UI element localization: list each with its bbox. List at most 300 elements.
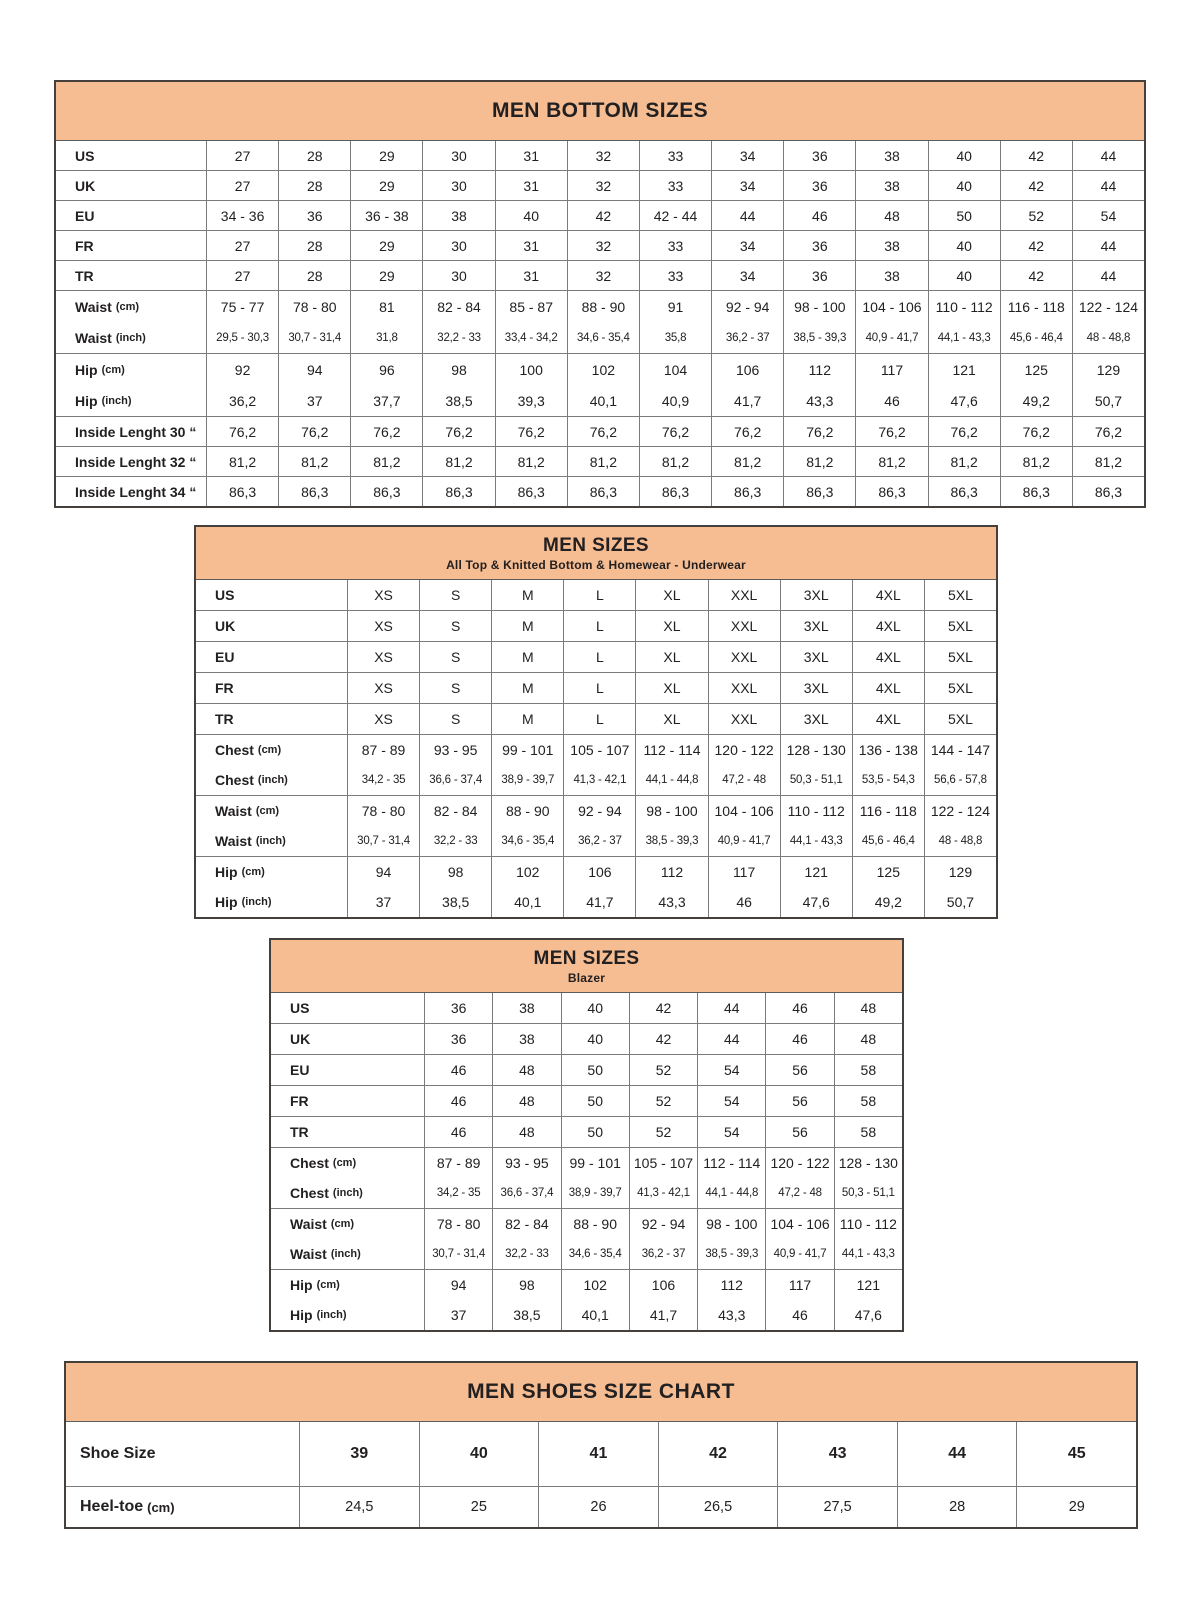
size-cell: 43,3: [697, 1300, 765, 1330]
size-cell: 3XL: [780, 611, 852, 641]
size-cell: M: [491, 580, 563, 610]
size-cell: 76,2: [639, 417, 711, 446]
size-cell: 76,2: [855, 417, 927, 446]
size-cell: 110 - 112: [928, 291, 1000, 322]
size-cell: 42: [629, 993, 697, 1023]
size-cell: 110 - 112: [780, 796, 852, 826]
size-cell: 48: [492, 1086, 560, 1116]
size-cell: 42: [1000, 141, 1072, 170]
row-label-text: Shoe Size: [80, 1445, 156, 1462]
size-cell: 47,6: [928, 385, 1000, 416]
size-cell: 120 - 122: [708, 735, 780, 765]
size-cell: 41,3 - 42,1: [629, 1178, 697, 1208]
row-label-text: Hip: [215, 894, 238, 910]
row-group: [196, 641, 996, 672]
row-group: [56, 260, 1144, 290]
size-cell: 42: [567, 201, 639, 230]
size-cell: 5XL: [924, 704, 996, 734]
row-label-text: FR: [75, 237, 94, 254]
table-row: [56, 141, 1144, 170]
size-cell: 47,2 - 48: [708, 765, 780, 795]
row-label: [56, 447, 206, 476]
row-group: [66, 1422, 1136, 1486]
table-row: [271, 1239, 902, 1269]
size-cell: 29,5 - 30,3: [206, 322, 278, 353]
size-cell: S: [419, 704, 491, 734]
size-cell: 37: [347, 887, 419, 917]
size-cell: 38: [492, 1024, 560, 1054]
size-cell: 36: [424, 1024, 492, 1054]
size-cell: 76,2: [1072, 417, 1144, 446]
size-cell: 27: [206, 141, 278, 170]
size-cell: 50,3 - 51,1: [834, 1178, 902, 1208]
size-cell: 34: [711, 141, 783, 170]
row-label-text: Hip: [75, 392, 98, 409]
row-group: [271, 1116, 902, 1147]
size-cell: 30: [422, 261, 494, 290]
size-cell: 48 - 48,8: [924, 826, 996, 856]
row-label: [56, 477, 206, 506]
size-cell: XS: [347, 580, 419, 610]
row-group: [271, 1085, 902, 1116]
row-label: [196, 765, 347, 795]
size-cell: 40,9 - 41,7: [765, 1239, 833, 1269]
size-cell: 38,5: [492, 1300, 560, 1330]
size-cell: 44: [1072, 141, 1144, 170]
size-cell: 48 - 48,8: [1072, 322, 1144, 353]
row-label: [196, 611, 347, 641]
size-cell: 81,2: [350, 447, 422, 476]
row-group: [56, 200, 1144, 230]
size-cell: 88 - 90: [561, 1209, 629, 1239]
size-cell: 52: [629, 1117, 697, 1147]
size-cell: 46: [783, 201, 855, 230]
row-label: [271, 1086, 424, 1116]
size-cell: 104: [639, 354, 711, 385]
table-row: [196, 704, 996, 734]
row-label: [271, 1270, 424, 1300]
row-label-text: US: [290, 1000, 310, 1016]
size-cell: 38,5: [422, 385, 494, 416]
table-row: [56, 417, 1144, 446]
size-cell: 46: [424, 1117, 492, 1147]
table-row: [66, 1487, 1136, 1527]
size-cell: 37,7: [350, 385, 422, 416]
size-cell: 3XL: [780, 642, 852, 672]
size-cell: 129: [924, 857, 996, 887]
size-cell: 33: [639, 141, 711, 170]
size-cell: 81,2: [422, 447, 494, 476]
size-cell: 98: [419, 857, 491, 887]
size-cell: M: [491, 611, 563, 641]
size-cell: 34: [711, 171, 783, 200]
table-row: [271, 1209, 902, 1239]
size-cell: XS: [347, 704, 419, 734]
size-cell: 34,6 - 35,4: [567, 322, 639, 353]
size-cell: S: [419, 642, 491, 672]
size-cell: 81,2: [278, 447, 350, 476]
table-title: MEN SIZES: [533, 947, 640, 969]
size-cell: 87 - 89: [347, 735, 419, 765]
size-cell: 46: [424, 1086, 492, 1116]
size-cell: 38,9 - 39,7: [491, 765, 563, 795]
table-row: [271, 1055, 902, 1085]
size-cell: 25: [419, 1487, 539, 1527]
size-cell: 36,2 - 37: [563, 826, 635, 856]
size-cell: 41: [538, 1422, 658, 1486]
size-cell: 32,2 - 33: [419, 826, 491, 856]
row-label-text: UK: [290, 1031, 311, 1047]
table-row: [66, 1422, 1136, 1486]
row-label: [56, 141, 206, 170]
row-label: [196, 642, 347, 672]
size-cell: 86,3: [422, 477, 494, 506]
size-cell: 81: [350, 291, 422, 322]
size-cell: 46: [765, 1024, 833, 1054]
size-cell: 121: [834, 1270, 902, 1300]
size-cell: 52: [1000, 201, 1072, 230]
men-sizes-top-table: [194, 525, 998, 919]
size-cell: 34,2 - 35: [424, 1178, 492, 1208]
row-label-unit: (cm): [316, 1279, 340, 1291]
size-cell: 41,7: [563, 887, 635, 917]
size-cell: 32: [567, 141, 639, 170]
table-row: [196, 611, 996, 641]
size-cell: 96: [350, 354, 422, 385]
size-cell: 92 - 94: [711, 291, 783, 322]
row-label-text: Heel-toe: [80, 1498, 144, 1515]
size-cell: 42: [1000, 261, 1072, 290]
size-cell: 4XL: [852, 580, 924, 610]
size-cell: 47,6: [780, 887, 852, 917]
size-cell: 44: [1072, 171, 1144, 200]
size-cell: 121: [780, 857, 852, 887]
size-cell: 34,2 - 35: [347, 765, 419, 795]
row-label-unit: (inch): [330, 1248, 361, 1260]
row-group: [196, 734, 996, 795]
size-cell: 92 - 94: [629, 1209, 697, 1239]
size-cell: 99 - 101: [491, 735, 563, 765]
size-cell: 36: [783, 231, 855, 260]
size-cell: 4XL: [852, 673, 924, 703]
table-row: [271, 1086, 902, 1116]
size-cell: 106: [629, 1270, 697, 1300]
table-body: [196, 580, 996, 917]
size-cell: 112 - 114: [697, 1148, 765, 1178]
size-cell: XL: [635, 704, 707, 734]
men-bottom-sizes-table: [54, 80, 1146, 508]
size-cell: 81,2: [1000, 447, 1072, 476]
row-label-text: Waist: [75, 298, 112, 315]
size-cell: 40: [419, 1422, 539, 1486]
row-group: [271, 1023, 902, 1054]
size-cell: S: [419, 611, 491, 641]
row-group: [196, 610, 996, 641]
size-cell: 46: [855, 385, 927, 416]
table-row: [56, 201, 1144, 230]
size-cell: 106: [563, 857, 635, 887]
size-cell: 50: [928, 201, 1000, 230]
size-cell: L: [563, 611, 635, 641]
size-cell: 136 - 138: [852, 735, 924, 765]
size-cell: 40,1: [491, 887, 563, 917]
size-cell: 40,9 - 41,7: [708, 826, 780, 856]
row-group: [56, 141, 1144, 170]
row-group: [196, 856, 996, 917]
size-cell: 98: [422, 354, 494, 385]
row-group: [56, 446, 1144, 476]
row-label: [56, 261, 206, 290]
size-cell: 30: [422, 231, 494, 260]
size-cell: 45,6 - 46,4: [1000, 322, 1072, 353]
size-cell: 98 - 100: [697, 1209, 765, 1239]
size-cell: L: [563, 642, 635, 672]
table-header: [66, 1363, 1136, 1422]
size-cell: 116 - 118: [1000, 291, 1072, 322]
size-cell: 105 - 107: [563, 735, 635, 765]
size-cell: 88 - 90: [491, 796, 563, 826]
size-cell: 41,3 - 42,1: [563, 765, 635, 795]
size-cell: 38,5: [419, 887, 491, 917]
row-label-unit: (cm): [330, 1218, 355, 1230]
size-cell: 104 - 106: [708, 796, 780, 826]
size-cell: 76,2: [783, 417, 855, 446]
table-row: [271, 1270, 902, 1300]
size-cell: 33: [639, 231, 711, 260]
row-label-unit: (cm): [255, 805, 280, 817]
row-label-text: Waist: [290, 1216, 327, 1232]
table-header: [271, 940, 902, 993]
size-cell: 45,6 - 46,4: [852, 826, 924, 856]
table-row: [56, 447, 1144, 476]
size-cell: 5XL: [924, 580, 996, 610]
size-cell: 36: [783, 171, 855, 200]
size-cell: 78 - 80: [278, 291, 350, 322]
size-cell: 40: [561, 993, 629, 1023]
size-cell: 125: [1000, 354, 1072, 385]
table-row: [196, 642, 996, 672]
size-cell: 42 - 44: [639, 201, 711, 230]
size-cell: 38: [492, 993, 560, 1023]
size-cell: 28: [897, 1487, 1017, 1527]
size-cell: 36,6 - 37,4: [419, 765, 491, 795]
row-label: [271, 1148, 424, 1178]
size-cell: 27,5: [777, 1487, 897, 1527]
table-row: [271, 1178, 902, 1208]
row-label-unit: (cm): [115, 300, 140, 313]
size-cell: 86,3: [1000, 477, 1072, 506]
size-cell: 32,2 - 33: [492, 1239, 560, 1269]
size-cell: 122 - 124: [924, 796, 996, 826]
table-row: [271, 1148, 902, 1178]
row-label: [271, 1055, 424, 1085]
size-cell: 46: [708, 887, 780, 917]
size-cell: 43,3: [783, 385, 855, 416]
size-cell: 40: [928, 261, 1000, 290]
size-cell: 52: [629, 1086, 697, 1116]
size-cell: 76,2: [350, 417, 422, 446]
row-label-text: EU: [75, 207, 95, 224]
size-cell: 81,2: [567, 447, 639, 476]
row-label: [56, 201, 206, 230]
size-cell: 54: [1072, 201, 1144, 230]
size-cell: 32: [567, 171, 639, 200]
size-cell: 29: [350, 261, 422, 290]
size-cell: XS: [347, 673, 419, 703]
size-cell: XS: [347, 611, 419, 641]
row-label: [56, 354, 206, 385]
row-group: [56, 170, 1144, 200]
size-cell: 50,3 - 51,1: [780, 765, 852, 795]
size-cell: 76,2: [1000, 417, 1072, 446]
size-cell: 76,2: [928, 417, 1000, 446]
size-cell: 81,2: [711, 447, 783, 476]
size-cell: 50,7: [1072, 385, 1144, 416]
row-group: [66, 1486, 1136, 1527]
row-label-text: EU: [290, 1062, 310, 1078]
size-cell: XXL: [708, 580, 780, 610]
size-cell: 76,2: [711, 417, 783, 446]
row-group: [271, 993, 902, 1023]
row-label: [271, 1239, 424, 1269]
size-cell: 36: [783, 261, 855, 290]
size-cell: 129: [1072, 354, 1144, 385]
row-label-text: TR: [215, 711, 234, 727]
size-cell: 56: [765, 1055, 833, 1085]
size-cell: 33,4 - 34,2: [495, 322, 567, 353]
row-label: [271, 1209, 424, 1239]
size-cell: 40: [561, 1024, 629, 1054]
size-cell: 42: [1000, 231, 1072, 260]
table-subtitle: Blazer: [567, 970, 606, 985]
size-cell: 76,2: [495, 417, 567, 446]
row-group: [56, 353, 1144, 416]
size-cell: 48: [492, 1117, 560, 1147]
size-cell: 100: [495, 354, 567, 385]
row-label-unit: (cm): [257, 744, 282, 756]
row-label: [56, 322, 206, 353]
size-cell: XL: [635, 611, 707, 641]
size-cell: 3XL: [780, 673, 852, 703]
table-row: [56, 477, 1144, 506]
size-cell: 94: [424, 1270, 492, 1300]
size-cell: 58: [834, 1055, 902, 1085]
size-cell: 54: [697, 1086, 765, 1116]
size-cell: 85 - 87: [495, 291, 567, 322]
size-cell: 46: [765, 1300, 833, 1330]
row-label-text: EU: [215, 649, 235, 665]
size-cell: 38,5 - 39,3: [697, 1239, 765, 1269]
size-cell: 36: [424, 993, 492, 1023]
size-cell: 31: [495, 261, 567, 290]
row-label: [196, 796, 347, 826]
row-label: [56, 417, 206, 446]
size-cell: 53,5 - 54,3: [852, 765, 924, 795]
size-cell: 82 - 84: [422, 291, 494, 322]
size-cell: 24,5: [299, 1487, 419, 1527]
row-label-unit: (inch): [101, 394, 132, 407]
row-label-text: UK: [215, 618, 236, 634]
row-label-text: Inside Lenght 34 “: [75, 483, 197, 500]
size-cell: 81,2: [928, 447, 1000, 476]
size-cell: 40: [928, 171, 1000, 200]
size-cell: 32,2 - 33: [422, 322, 494, 353]
size-cell: 38,9 - 39,7: [561, 1178, 629, 1208]
size-cell: 76,2: [278, 417, 350, 446]
row-group: [196, 795, 996, 856]
size-cell: 29: [1016, 1487, 1136, 1527]
table-row: [196, 857, 996, 887]
size-cell: 86,3: [711, 477, 783, 506]
size-cell: 86,3: [1072, 477, 1144, 506]
table-row: [271, 993, 902, 1023]
size-cell: 46: [424, 1055, 492, 1085]
size-cell: 93 - 95: [492, 1148, 560, 1178]
table-row: [196, 765, 996, 795]
size-cell: 78 - 80: [347, 796, 419, 826]
size-cell: 117: [765, 1270, 833, 1300]
size-cell: 78 - 80: [424, 1209, 492, 1239]
size-cell: 44,1 - 43,3: [780, 826, 852, 856]
row-label: [66, 1422, 299, 1486]
row-label: [66, 1487, 299, 1527]
size-cell: 81,2: [1072, 447, 1144, 476]
size-cell: 44: [1072, 261, 1144, 290]
size-cell: 86,3: [206, 477, 278, 506]
size-cell: 3XL: [780, 704, 852, 734]
size-cell: 86,3: [567, 477, 639, 506]
row-group: [196, 703, 996, 734]
table-row: [271, 1117, 902, 1147]
row-label: [271, 1024, 424, 1054]
size-cell: XXL: [708, 673, 780, 703]
size-cell: 93 - 95: [419, 735, 491, 765]
size-cell: 40: [928, 141, 1000, 170]
size-cell: 36,2: [206, 385, 278, 416]
size-cell: XXL: [708, 704, 780, 734]
size-cell: 44,1 - 44,8: [635, 765, 707, 795]
size-cell: 88 - 90: [567, 291, 639, 322]
size-cell: 49,2: [852, 887, 924, 917]
table-row: [196, 796, 996, 826]
row-label: [56, 291, 206, 322]
size-cell: 40,9 - 41,7: [855, 322, 927, 353]
size-cell: 120 - 122: [765, 1148, 833, 1178]
size-cell: 50: [561, 1117, 629, 1147]
size-cell: 48: [492, 1055, 560, 1085]
row-label: [196, 580, 347, 610]
size-cell: L: [563, 580, 635, 610]
row-group: [56, 416, 1144, 446]
table-body: [66, 1422, 1136, 1527]
size-cell: 86,3: [783, 477, 855, 506]
size-cell: 104 - 106: [855, 291, 927, 322]
size-cell: M: [491, 642, 563, 672]
size-cell: 117: [855, 354, 927, 385]
size-cell: 121: [928, 354, 1000, 385]
row-group: [271, 1054, 902, 1085]
size-cell: M: [491, 673, 563, 703]
size-cell: 45: [1016, 1422, 1136, 1486]
table-title: MEN BOTTOM SIZES: [491, 99, 709, 122]
size-cell: 4XL: [852, 611, 924, 641]
size-cell: 81,2: [855, 447, 927, 476]
size-cell: 86,3: [639, 477, 711, 506]
size-cell: 81,2: [206, 447, 278, 476]
size-cell: 104 - 106: [765, 1209, 833, 1239]
row-label-unit: (inch): [255, 835, 286, 847]
row-label: [196, 857, 347, 887]
